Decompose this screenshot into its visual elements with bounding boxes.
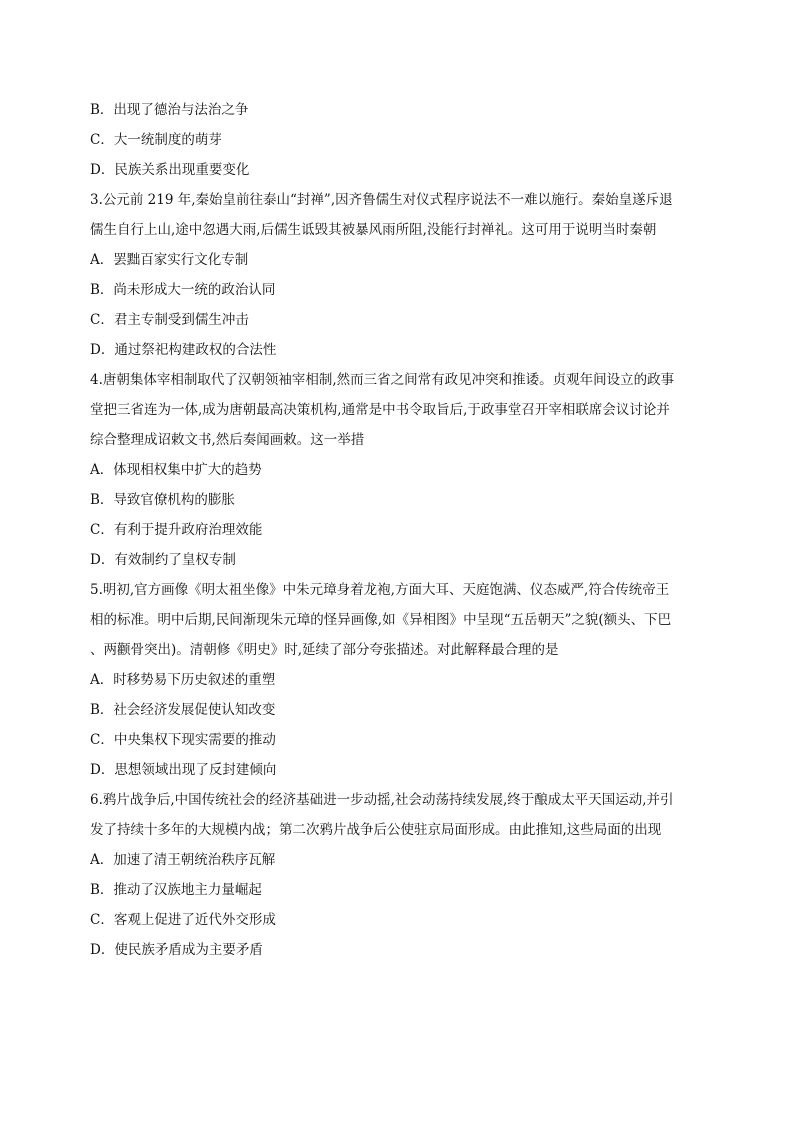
stem-line: 、两颧骨突出)。清朝修《明史》时,延续了部分夸张描述。对此解释最合理的是 xyxy=(90,642,559,658)
option-b: B．导致官僚机构的膨胀 xyxy=(90,492,235,508)
option-d: D．思想领域出现了反封建倾向 xyxy=(90,762,277,778)
option-b: B．出现了德治与法治之争 xyxy=(90,102,249,118)
option-d: D．通过祭祀构建政权的合法性 xyxy=(90,342,277,358)
stem-line: 3.公元前 219 年,秦始皇前往泰山“封禅”,因齐鲁儒生对仪式程序说法不一难以施行。秦始皇遂斥退 xyxy=(90,192,673,208)
option-b: B．尚未形成大一统的政治认同 xyxy=(90,282,276,298)
option-a: A．加速了清王朝统治秩序瓦解 xyxy=(90,852,276,868)
option-b: B．推动了汉族地主力量崛起 xyxy=(90,882,262,898)
question-3 xyxy=(90,190,710,360)
option-c: C．客观上促进了近代外交形成 xyxy=(90,912,276,928)
question-stem xyxy=(90,370,710,450)
stem-line: 6.鸦片战争后,中国传统社会的经济基础进一步动摇,社会动荡持续发展,终于酿成太平天国运动,并引 xyxy=(90,792,674,808)
stem-line: 综合整理成诏敕文书,然后奏闻画敕。这一举措 xyxy=(90,432,365,448)
option-c: C．有利于提升政府治理效能 xyxy=(90,522,263,538)
question-stem xyxy=(90,190,710,240)
stem-line: 5.明初,官方画像《明太祖坐像》中朱元璋身着龙袍,方面大耳、天庭饱满、仪态威严,符合传统帝王 xyxy=(90,582,670,598)
question-4 xyxy=(90,370,710,570)
option-c: C．大一统制度的萌芽 xyxy=(90,132,222,148)
partial-question-options xyxy=(90,100,710,180)
option-d: D．使民族矛盾成为主要矛盾 xyxy=(90,942,263,958)
stem-line: 4.唐朝集体宰相制取代了汉朝领袖宰相制,然而三省之间常有政见冲突和推诿。贞观年间设立的政事 xyxy=(90,372,675,388)
option-c: C．君主专制受到儒生冲击 xyxy=(90,312,249,328)
option-a: A．时移势易下历史叙述的重塑 xyxy=(90,672,276,688)
option-a: A．体现相权集中扩大的趋势 xyxy=(90,462,262,478)
question-5 xyxy=(90,580,710,780)
option-c: C．中央集权下现实需要的推动 xyxy=(90,732,276,748)
stem-line: 发了持续十多年的大规模内战；第二次鸦片战争后公使驻京局面形成。由此推知,这些局面的出现 xyxy=(90,822,662,838)
option-d: D．民族关系出现重要变化 xyxy=(90,162,250,178)
question-stem xyxy=(90,790,710,840)
option-a: A．罢黜百家实行文化专制 xyxy=(90,252,249,268)
question-stem xyxy=(90,580,710,660)
exam-page xyxy=(90,100,710,970)
stem-line: 儒生自行上山,途中忽遇大雨,后儒生诋毁其被暴风雨所阻,没能行封禅礼。这可用于说明当时秦朝 xyxy=(90,222,657,238)
stem-line: 堂把三省连为一体,成为唐朝最高决策机构,通常是中书令取旨后,于政事堂召开宰相联席会议讨论并 xyxy=(90,402,670,418)
option-d: D．有效制约了皇权专制 xyxy=(90,552,236,568)
question-6 xyxy=(90,790,710,960)
option-b: B．社会经济发展促使认知改变 xyxy=(90,702,276,718)
stem-line: 相的标准。明中后期,民间渐现朱元璋的怪异画像,如《异相图》中呈现“五岳朝天”之貌(额头、下巴 xyxy=(90,612,672,628)
